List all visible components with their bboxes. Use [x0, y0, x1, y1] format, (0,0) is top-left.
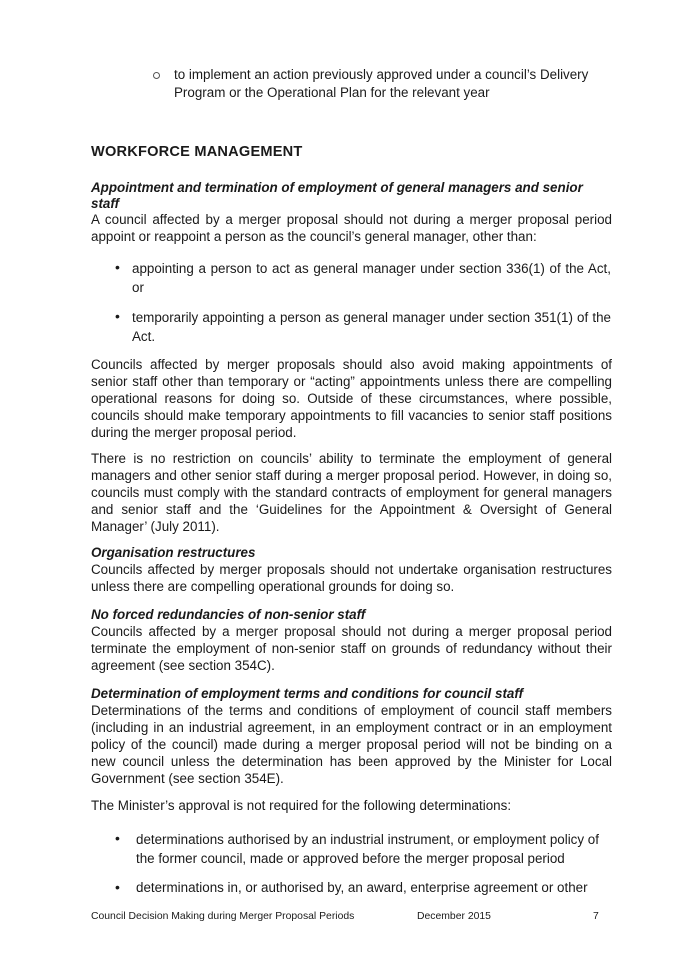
subheading-determination: Determination of employment terms and conditions for council staff [91, 686, 524, 701]
paragraph-determination: Determinations of the terms and conditions of employment of council staff members (including in an industrial agreement, in an employment contract or in an employment policy of the council) made during a merger proposal period will not be binding on a new council unless the determination has been approved by the Minister for Local Government (see section 354E). [91, 703, 612, 786]
bullet-dot-icon: • [115, 879, 120, 895]
subheading-appointment: Appointment and termination of employment of general managers and senior staff [91, 180, 583, 211]
bullet-dot-icon: • [115, 830, 120, 846]
paragraph-senior-staff: Councils affected by merger proposals should also avoid making appointments of senior staff other than temporary or “acting” appointments unless there are compelling operational reasons for doing so. Outside of these circumstances, where possible, councils should make temporary appointments to fill vacancies to senior staff positions during the merger proposal period. [91, 357, 612, 440]
paragraph-redundancies: Councils affected by a merger proposal should not during a merger proposal period terminate the employment of non-senior staff on grounds of redundancy without their agreement (see section 354C). [91, 624, 612, 673]
subheading-restructures: Organisation restructures [91, 545, 256, 560]
paragraph-restructures: Councils affected by merger proposals should not undertake organisation restructures unless there are compelling operational grounds for doing so. [91, 562, 612, 594]
page-number: 7 [593, 911, 599, 922]
paragraph-minister-approval: The Minister’s approval is not required for the following determinations: [91, 798, 512, 813]
paragraph-appointment: A council affected by a merger proposal should not during a merger proposal period appoint or reappoint a person as the council’s general manager, other than: [91, 212, 612, 244]
bullet-dot-icon: • [115, 308, 120, 324]
bullet-dot-icon: • [115, 259, 120, 275]
intro-list-item: to implement an action previously approved under a council’s Delivery Program or the Operational Plan for the relevant year [174, 67, 589, 100]
list-item: determinations authorised by an industrial instrument, or employment policy of the former council, made or approved before the merger proposal period [136, 832, 599, 866]
subheading-redundancies: No forced redundancies of non-senior staff [91, 607, 366, 622]
list-item: temporarily appointing a person as general manager under section 351(1) of the Act. [132, 310, 611, 344]
list-item: appointing a person to act as general manager under section 336(1) of the Act, or [132, 261, 611, 295]
section-heading: WORKFORCE MANAGEMENT [91, 144, 303, 160]
paragraph-termination: There is no restriction on councils’ ability to terminate the employment of general managers and other senior staff during a merger proposal period. However, in doing so, councils must comply with the standard contracts of employment for general managers and senior staff and the ‘Guidelines for the Appointment & Oversight of General Manager’ (July 2011). [91, 451, 612, 534]
footer-title: Council Decision Making during Merger Proposal Periods [91, 911, 355, 922]
list-item: determinations in, or authorised by, an award, enterprise agreement or other [136, 880, 588, 895]
footer-date: December 2015 [417, 911, 491, 922]
hollow-bullet-icon [153, 72, 160, 79]
